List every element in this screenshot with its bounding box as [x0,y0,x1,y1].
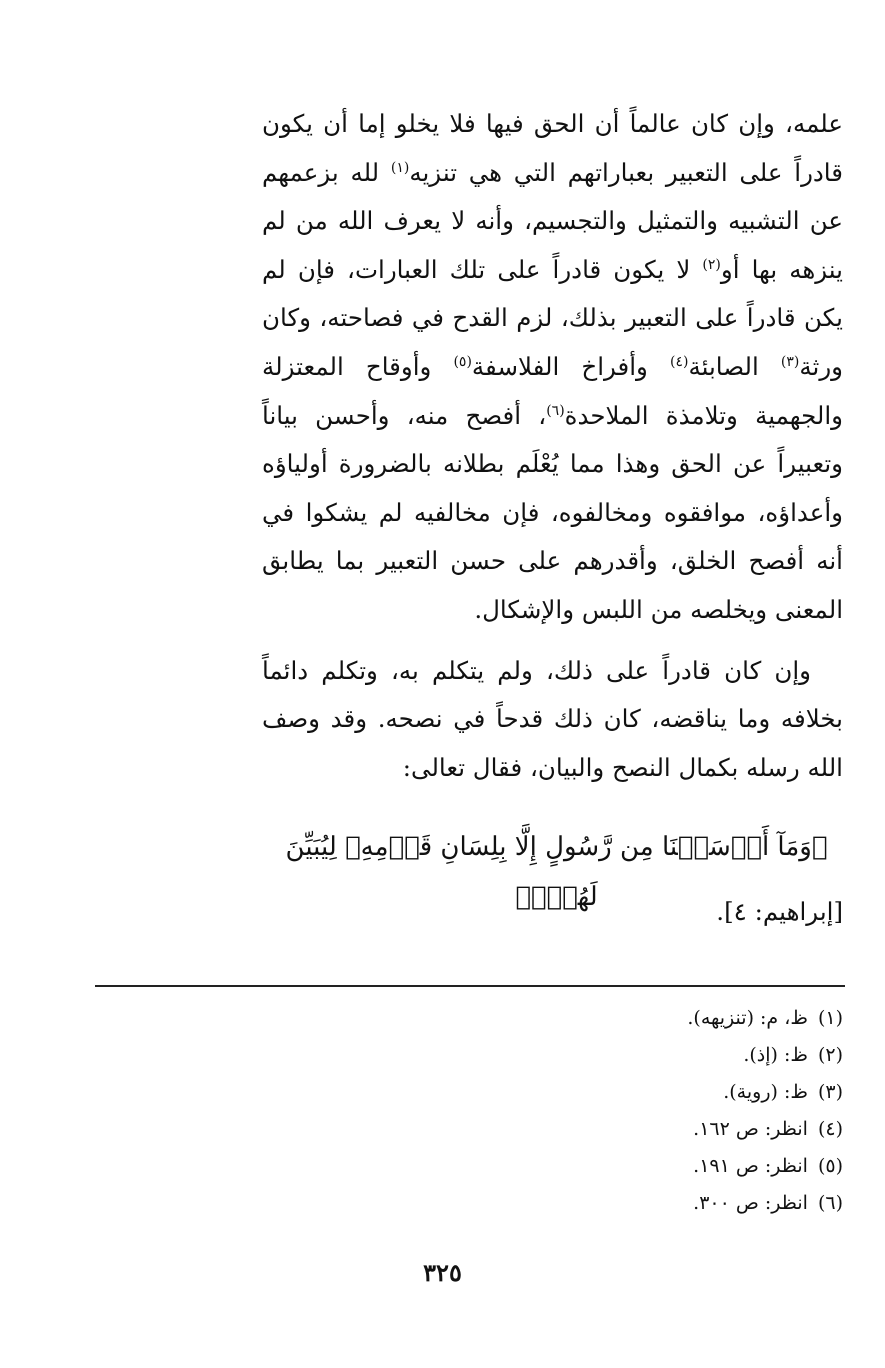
footnote-marker: (٢) [702,256,721,273]
footnote-text: ظ، م: (تنزيهه). [687,1007,808,1029]
footnote-text: انظر: ص ١٦٢. [693,1118,808,1140]
footnote-marker: (٤) [669,353,689,370]
text-run: الصابئة [688,351,781,381]
text-run: لله بزعمهم عن التشبيه والتمثيل والتجسيم، وأنه لا يعرف الله من لم ينزهه بها أو [262,157,843,284]
footnote-text: ظ: (روية). [723,1081,808,1103]
quran-verse: ﴿وَمَآ أَرۡسَلۡنَا مِن رَّسُولٍ إِلَّا بِلِسَانِ قَوۡمِهِۦ لِيُبَيِّنَ لَهُمۡۖ﴾ [285,832,828,912]
footnote-number: (٣) [817,1081,843,1103]
paragraph-1 [262,100,843,635]
page-number: ٣٢٥ [423,1258,462,1287]
text-run: علمه، وإن كان عالماً أن الحق فيها فلا يخلو إما أن يكون قادراً على التعبير بعباراتهم التي هي تنزيه [262,109,843,187]
footnote-item [200,1037,843,1074]
footnote-marker: (٥) [453,353,472,370]
footnote-number: (١) [817,1007,843,1029]
footnote-marker: (٦) [546,402,565,419]
footnote-marker: (٣) [780,353,800,370]
footnote-divider [95,985,845,987]
footnotes-list [200,1000,843,1222]
footnote-number: (٦) [817,1192,843,1214]
verse-reference: [إبراهيم: ٤]. [716,897,843,926]
text-run: وإن كان قادراً على ذلك، ولم يتكلم به، وتكلم دائماً بخلافه وما يناقضه، كان ذلك قدحاً في نصحه. وقد وصف الله رسله بكمال النصح والبيان، فقال تعالى: [262,655,843,782]
text-run: وأوقاح المعتزلة والجهمية وتلامذة الملاحدة [262,351,843,430]
footnote-text: انظر: ص ٣٠٠. [693,1192,808,1214]
footnote-item [200,1074,843,1111]
footnote-text: انظر: ص ١٩١. [693,1155,808,1177]
footnote-item [200,1000,843,1037]
text-run: لا يكون قادراً على تلك العبارات، فإن لم يكن قادراً على التعبير بذلك، لزم القدح في فصاحته، وكان ورثة [262,254,843,381]
main-text [262,100,843,792]
paragraph-2 [262,647,843,793]
text-run: ، أفصح منه، وأحسن بياناً وتعبيراً عن الحق وهذا مما يُعْلَم بطلانه بالضرورة أولياؤه وأعداؤه، موافقوه ومخالفوه، فإن مخالفيه لم يشكوا في أنه أفصح الخلق، وأقدرهم على حسن التعبير بما يطابق المعنى ويخلصه من اللبس والإشكال. [262,400,843,624]
text-run: وأفراخ الفلاسفة [471,351,670,381]
footnote-text: ظ: (إذ). [743,1044,808,1066]
footnote-item [200,1185,843,1222]
footnote-number: (٥) [817,1155,843,1177]
footnote-item [200,1148,843,1185]
footnote-item [200,1111,843,1148]
footnote-number: (٤) [817,1118,843,1140]
footnote-number: (٢) [817,1044,843,1066]
footnote-marker: (١) [390,159,410,176]
